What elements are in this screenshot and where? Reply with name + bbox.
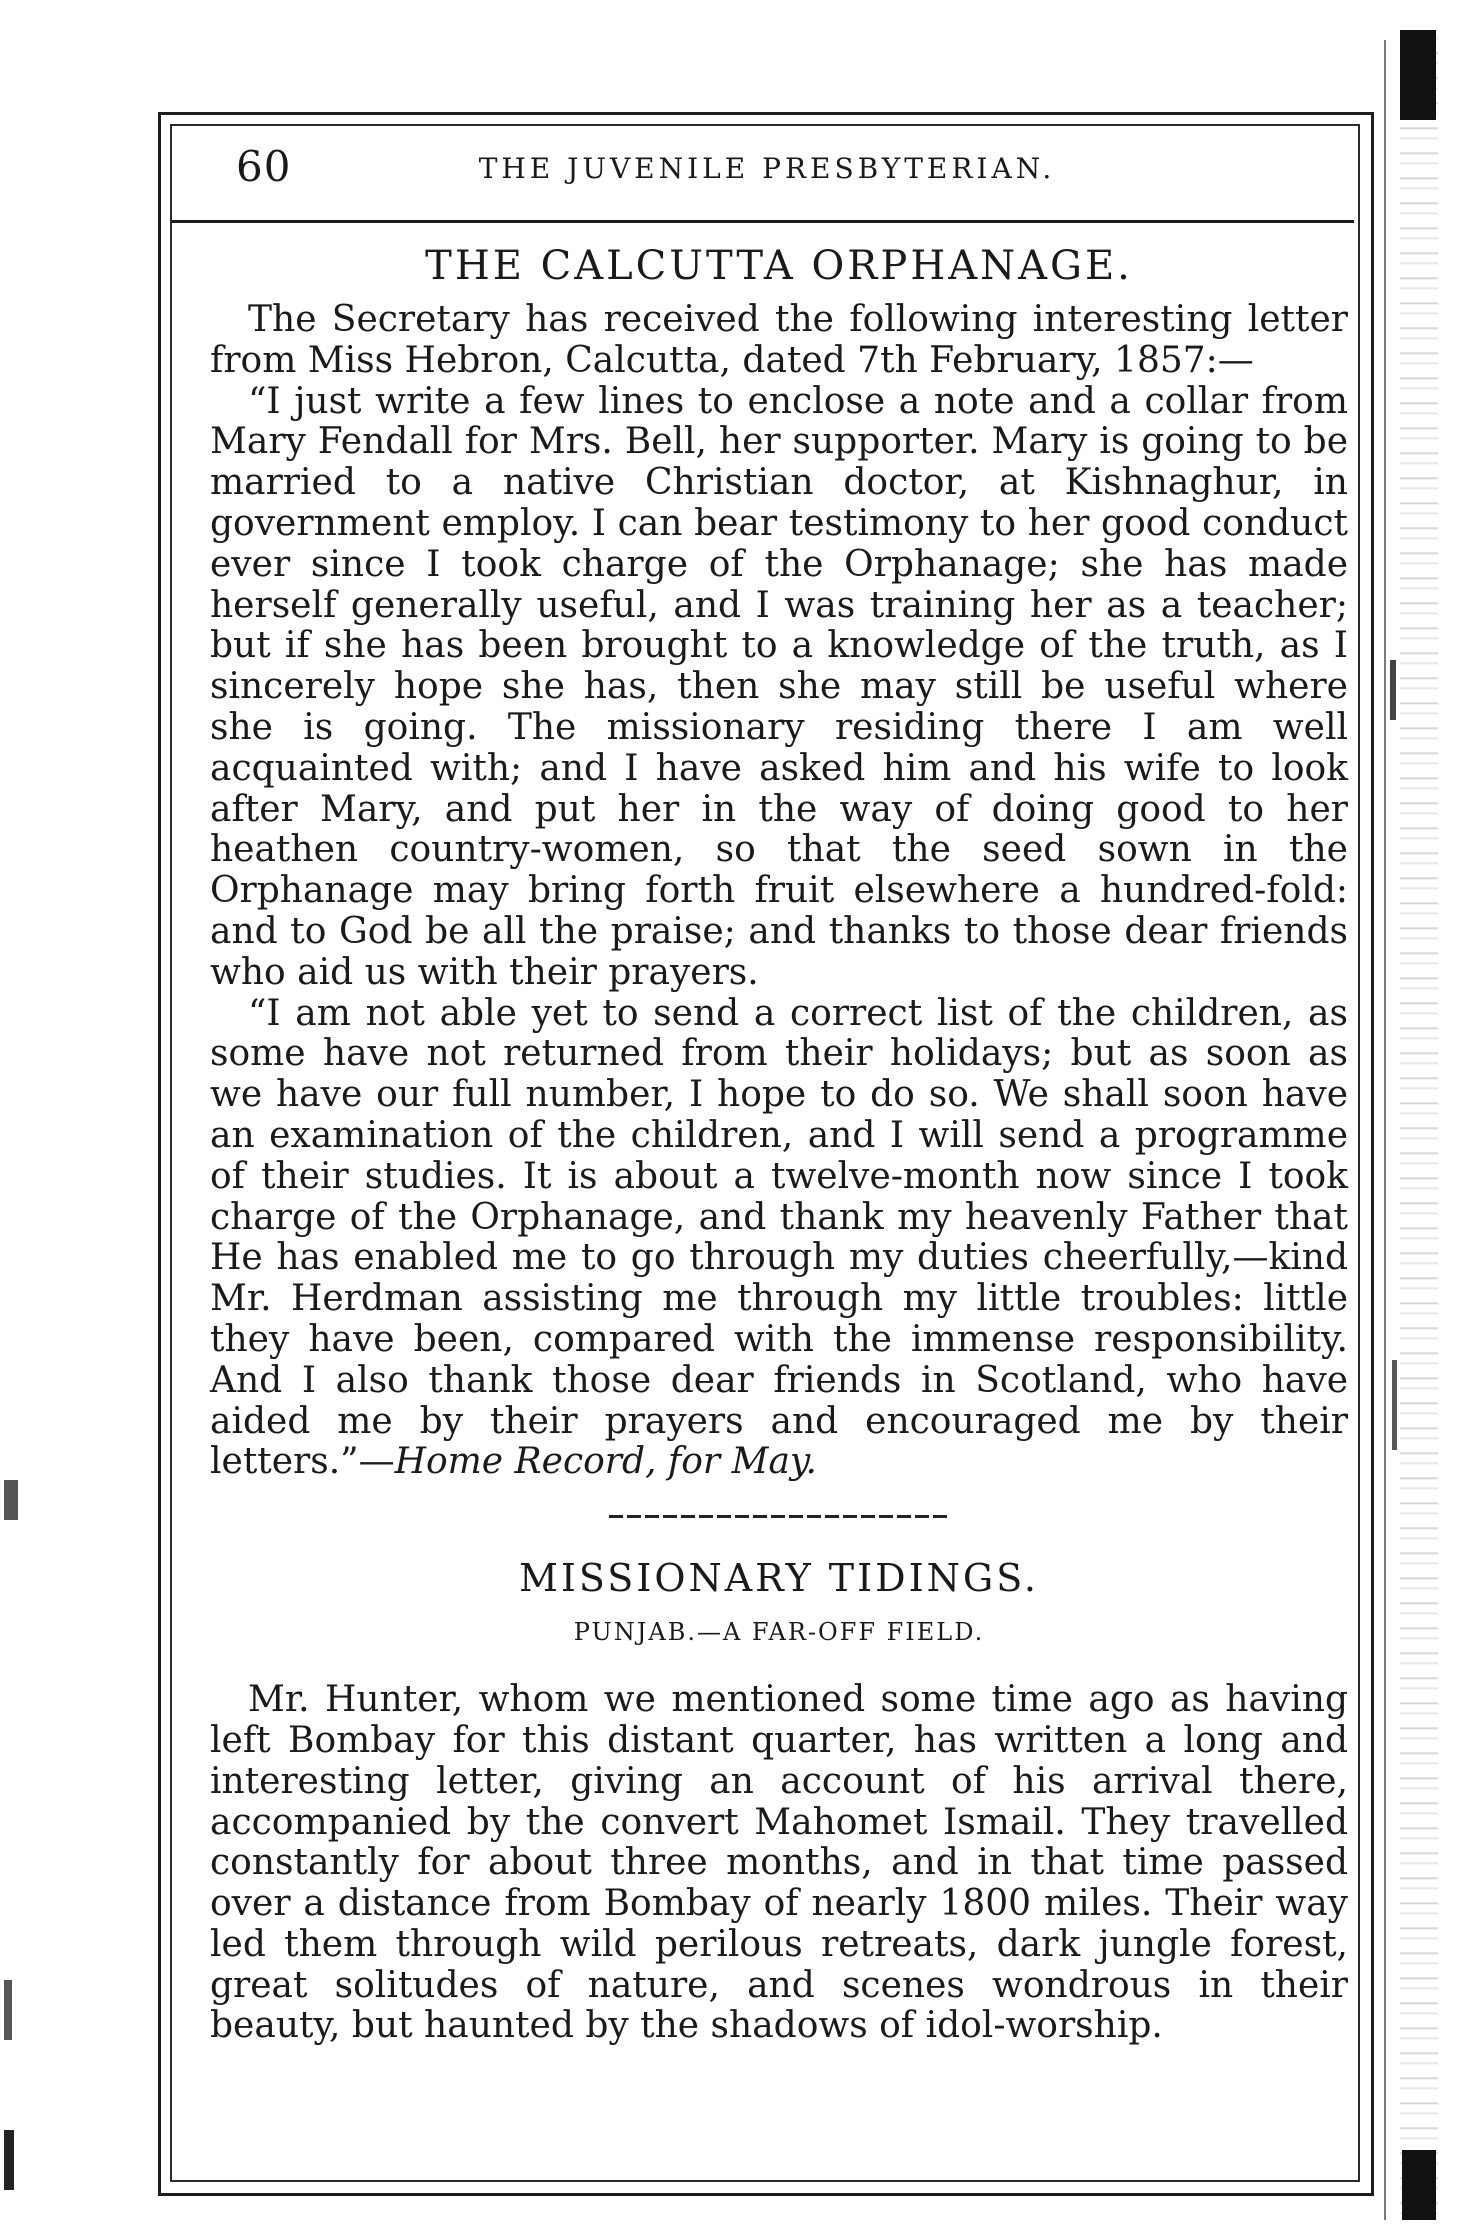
header-rule xyxy=(172,220,1354,223)
page-number: 60 xyxy=(236,142,292,191)
scan-edge-mark xyxy=(1392,1360,1397,1450)
scan-edge-band xyxy=(1400,30,1438,2220)
page-content xyxy=(210,240,1348,2047)
article-title: THE CALCUTTA ORPHANAGE. xyxy=(425,243,1133,289)
source-citation: Home Record, for May. xyxy=(394,1441,817,1483)
scan-left-mark xyxy=(4,1480,18,1520)
scan-edge-mark xyxy=(1390,660,1396,720)
section-subtitle: PUNJAB.—A FAR-OFF FIELD. xyxy=(573,1618,985,1647)
running-head xyxy=(182,132,1352,216)
scan-left-mark xyxy=(4,1980,12,2040)
letter-paragraph: “I just write a few lines to enclose a note and a collar from Mary Fendall for Mrs. Bell, her supporter. Mary is going to be married to a native Christian doctor, at Kishnaghur, in government employ. I can bear testimony to her good conduct ever since I took charge of the Orphanage; she has made herself generally useful, and I was training her as a teacher; but if she has been brought to a knowledge of the truth, as I sincerely hope she has, then she may still be useful where she is going. The missionary residing there I am well acquainted with; and I have asked him and his wife to look after Mary, and put her in the way of doing good to her heathen country-women, so that the seed sown in the Orphanage may bring forth fruit elsewhere a hundred-fold: and to God be all the praise; and thanks to those dear friends who aid us with their prayers. xyxy=(210,380,1348,993)
letter-paragraph xyxy=(210,994,1348,1484)
scan-edge-mark xyxy=(1402,2150,1436,2220)
article-paragraph: Mr. Hunter, whom we mentioned some time ago as having left Bombay for this distant quarter, has written a long and interesting letter, giving an account of his arrival there, accompanied by the convert Mahomet Ismail. They travelled constantly for about three months, and in that time passed over a distance from Bombay of nearly 1800 miles. Their way led them through wild perilous retreats, dark jungle forest, great solitudes of nature, and scenes wondrous in their beauty, but haunted by the shadows of idol-worship. xyxy=(210,1679,1348,2047)
article-paragraph: The Secretary has received the following interesting letter from Miss Hebron, Calcutta, dated 7th February, 1857:— xyxy=(210,299,1348,381)
journal-title: THE JUVENILE PRESBYTERIAN. xyxy=(478,152,1056,185)
section-title: MISSIONARY TIDINGS. xyxy=(519,1556,1039,1601)
section-separator xyxy=(609,1515,949,1518)
scan-edge-line xyxy=(1384,40,1386,2220)
scan-edge-mark xyxy=(1400,30,1436,120)
scan-left-mark xyxy=(4,2130,14,2190)
letter-text: “I am not able yet to send a correct list of the children, as some have not returned from their holidays; but as soon as we have our full number, I hope to do so. We shall soon have an examination of the children, and I will send a programme of their studies. It is about a twelve-month now since I took charge of the Orphanage, and thank my heavenly Father that He has enabled me to go through my duties cheerfully,—kind Mr. Herdman assisting me through my little troubles: little they have been, compared with the immense responsibility. And I also thank those dear friends in Scotland, who have aided me by their prayers and encouraged me by their letters.”— xyxy=(210,992,1348,1483)
